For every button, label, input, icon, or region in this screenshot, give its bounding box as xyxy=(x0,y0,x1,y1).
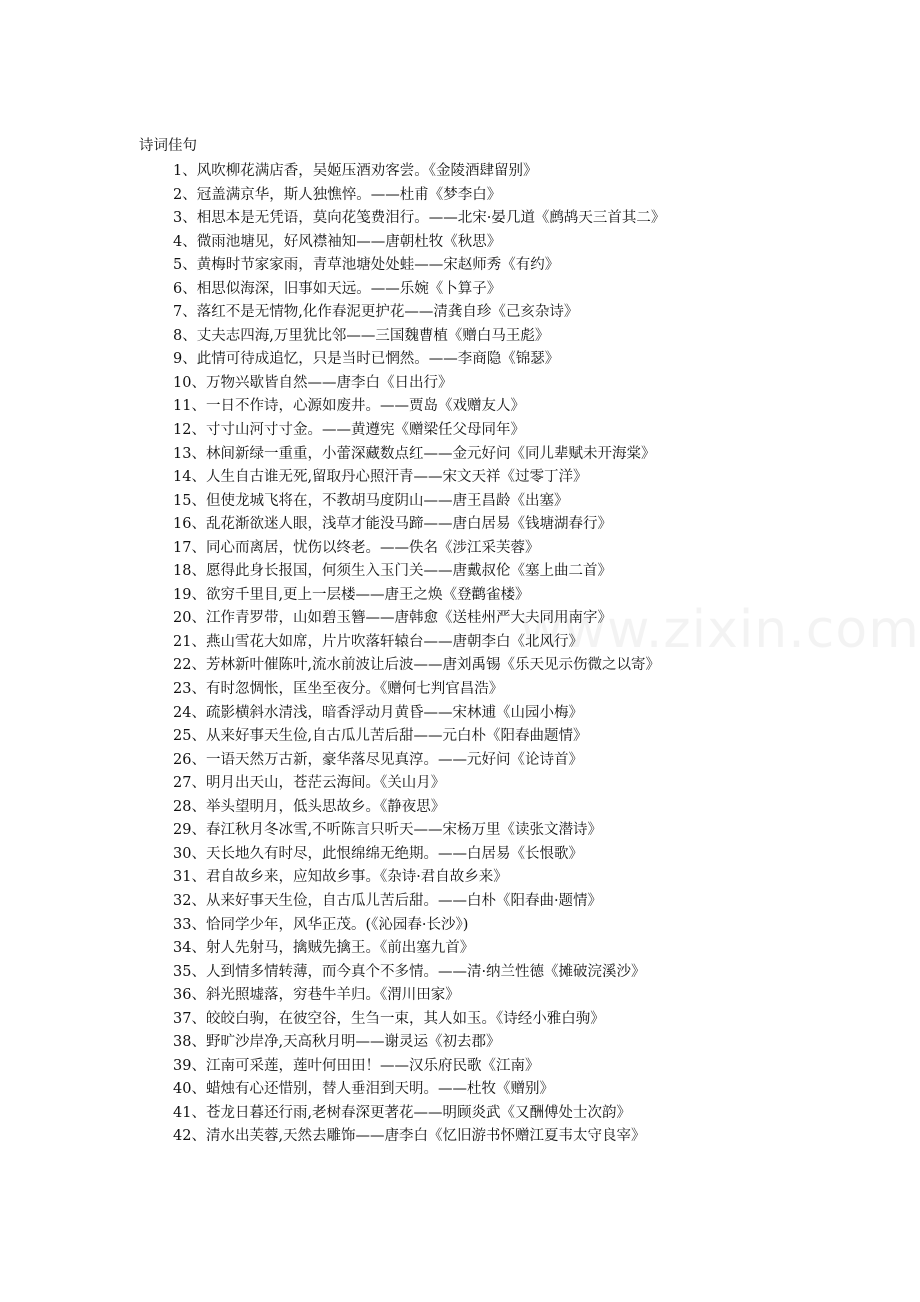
poem-line: 17、同心而离居，忧伤以终老。——佚名《涉江采芙蓉》 xyxy=(173,539,540,556)
poem-line: 25、从来好事天生俭,自古瓜儿苦后甜——元白朴《阳春曲题情》 xyxy=(173,728,588,745)
poem-line: 5、黄梅时节家家雨，青草池塘处处蛙——宋赵师秀《有约》 xyxy=(173,257,560,274)
poem-line: 7、落红不是无情物,化作春泥更护花——清龚自珍《己亥杂诗》 xyxy=(173,304,579,321)
poem-line: 36、斜光照墟落，穷巷牛羊归。《渭川田家》 xyxy=(173,987,460,1004)
poem-line: 20、江作青罗带，山如碧玉簪——唐韩愈《送桂州严大夫同用南字》 xyxy=(173,610,612,627)
poem-line: 41、苍龙日暮还行雨,老树春深更著花——明顾炎武《又酬傅处士次韵》 xyxy=(173,1104,632,1121)
poem-line: 24、疏影横斜水清浅，暗香浮动月黄昏——宋林逋《山园小梅》 xyxy=(173,704,583,721)
poem-line: 28、举头望明月，低头思故乡。《静夜思》 xyxy=(173,798,446,815)
poem-line: 39、江南可采莲，莲叶何田田！——汉乐府民歌《江南》 xyxy=(173,1057,540,1074)
document-title: 诗词佳句 xyxy=(139,138,197,154)
poem-line: 29、春江秋月冬冰雪,不听陈言只听天——宋杨万里《读张文潜诗》 xyxy=(173,822,603,839)
poem-line: 13、林间新绿一重重，小蕾深藏数点红——金元好问《同儿辈赋未开海棠》 xyxy=(173,445,656,462)
poem-line: 22、芳林新叶催陈叶,流水前波让后波——唐刘禹锡《乐天见示伤微之以寄》 xyxy=(173,657,661,674)
poem-line: 31、君自故乡来，应知故乡事。《杂诗·君自故乡来》 xyxy=(173,869,508,886)
poem-line: 3、相思本是无凭语，莫向花笺费泪行。——北宋·晏几道《鹧鸪天三首其二》 xyxy=(173,210,666,227)
poem-line: 16、乱花渐欲迷人眼，浅草才能没马蹄——唐白居易《钱塘湖春行》 xyxy=(173,516,612,533)
poem-line: 37、皎皎白驹，在彼空谷，生刍一束，其人如玉。《诗经小雅白驹》 xyxy=(173,1010,605,1027)
poem-line: 1、风吹柳花满店香，吴姬压酒劝客尝。《金陵酒肆留别》 xyxy=(173,163,538,179)
poem-line: 15、但使龙城飞将在，不教胡马度阴山——唐王昌龄《出塞》 xyxy=(173,492,569,509)
poem-line: 38、野旷沙岸净,天高秋月明——谢灵运《初去郡》 xyxy=(173,1034,501,1051)
poem-line: 9、此情可待成追忆，只是当时已惘然。——李商隐《锦瑟》 xyxy=(173,351,560,368)
poem-line: 40、蜡烛有心还惜别，替人垂泪到天明。——杜牧《赠别》 xyxy=(173,1081,554,1098)
poem-line: 32、从来好事天生俭，自古瓜儿苦后甜。——白朴《阳春曲·题情》 xyxy=(173,892,603,909)
poem-line: 2、冠盖满京华，斯人独憔悴。——杜甫《梦李白》 xyxy=(173,186,502,203)
poem-line: 26、一语天然万古新，豪华落尽见真淳。——元好问《论诗首》 xyxy=(173,751,583,768)
poem-line: 8、丈夫志四海,万里犹比邻——三国魏曹植《赠白马王彪》 xyxy=(173,327,550,344)
poem-line: 4、微雨池塘见，好风襟袖知——唐朝杜牧《秋思》 xyxy=(173,233,502,250)
poem-line: 33、恰同学少年，风华正茂。(《沁园春·长沙》) xyxy=(173,916,469,933)
poem-line: 34、射人先射马，擒贼先擒王。《前出塞九首》 xyxy=(173,940,475,957)
poem-line: 14、人生自古谁无死,留取丹心照汗青——宋文天祥《过零丁洋》 xyxy=(173,469,588,486)
poem-line: 18、愿得此身长报国，何须生入玉门关——唐戴叔伦《塞上曲二首》 xyxy=(173,563,612,580)
poem-list xyxy=(173,160,665,1149)
poem-line: 21、燕山雪花大如席，片片吹落轩辕台——唐朝李白《北风行》 xyxy=(173,633,583,650)
poem-line: 10、万物兴歇皆自然——唐李白《日出行》 xyxy=(173,374,453,391)
poem-line: 6、相思似海深，旧事如天远。——乐婉《卜算子》 xyxy=(173,280,502,297)
poem-line: 23、有时忽惆怅，匡坐至夜分。《赠何七判官昌浩》 xyxy=(173,681,504,698)
poem-line: 42、清水出芙蓉,天然去雕饰——唐李白《忆旧游书怀赠江夏韦太守良宰》 xyxy=(173,1128,646,1145)
poem-line: 19、欲穷千里目,更上一层楼——唐王之焕《登鹳雀楼》 xyxy=(173,586,530,603)
poem-line: 27、明月出天山，苍茫云海间。《关山月》 xyxy=(173,775,446,792)
poem-line: 30、天长地久有时尽，此恨绵绵无绝期。——白居易《长恨歌》 xyxy=(173,845,583,862)
poem-line: 35、人到情多情转薄，而今真个不多情。——清·纳兰性德《摊破浣溪沙》 xyxy=(173,963,646,980)
poem-line: 11、一日不作诗，心源如废井。——贾岛《戏赠友人》 xyxy=(173,398,525,415)
poem-line: 12、寸寸山河寸寸金。——黄遵宪《赠梁任父母同年》 xyxy=(173,422,525,439)
